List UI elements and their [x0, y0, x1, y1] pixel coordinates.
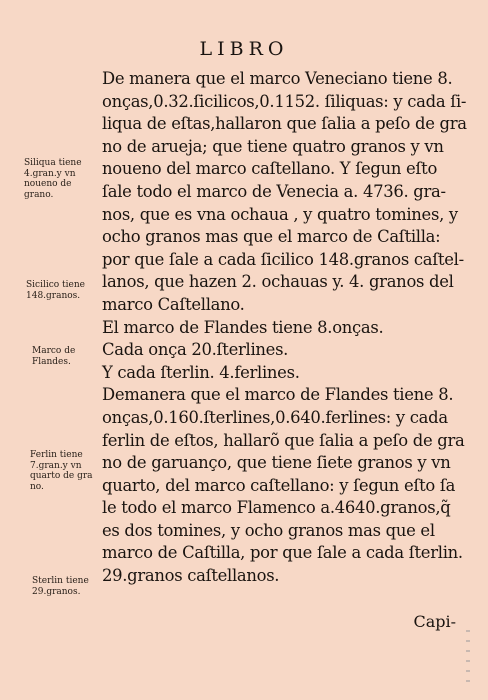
margin-note-ferlin: Ferlin tiene 7.gran.y vn quarto de gra no. [30, 450, 93, 492]
text-line: liqua de eſtas,hallaron que ſalia a peſo de gra [102, 114, 467, 134]
text-line: no de garuanço, que tiene ſiete granos y vn [102, 453, 451, 473]
text-line: onças,0.160.ſterlines,0.640.ferlines: y cada [102, 407, 448, 427]
margin-note-marco-flandes: Marco de Flandes. [32, 346, 76, 367]
text-line: ocho granos mas que el marco de Caſtilla: [102, 227, 441, 247]
catchword: Capi- [413, 612, 456, 631]
text-line: no de aruejа; que tiene quatro granos y vn [102, 136, 444, 156]
text-line: marco de Caſtilla, por que ſale a cada ſterlin. [102, 543, 463, 563]
margin-note-sicilico: Sicilico tiene 148.granos. [26, 280, 85, 301]
text-line: ferlin de eſtos, hallarõ que ſalia a peſo de gra [102, 430, 465, 450]
text-line: es dos tomines, y ocho granos mas que el [102, 520, 435, 540]
text-line: por que ſale a cada ſicilico 148.granos caſtel- [102, 249, 464, 269]
text-line: lanos, que hazen 2. ochauas y. 4. granos del [102, 272, 454, 292]
main-text [102, 68, 467, 588]
text-line: marco Caſtellano. [102, 294, 245, 314]
text-line: onças,0.32.ſicilicos,0.1152. ſiliquas: y cada ſi- [102, 91, 467, 111]
margin-note-siliqua: Siliqua tiene 4.gran.y vn noueno de grano. [24, 158, 82, 200]
text-line: noueno del marco caſtellano. Y ſegun eſto [102, 159, 438, 179]
margin-note-sterlin: Sterlin tiene 29.granos. [32, 576, 89, 597]
text-line: ſale todo el marco de Venecia a. 4736. gra- [102, 181, 446, 201]
running-header: LIBRO [199, 38, 289, 60]
text-line: quarto, del marco caſtellano: y ſegun eſto ſa [102, 475, 456, 495]
text-line: Y cada ſterlin. 4.ferlines. [102, 362, 300, 382]
text-line: nos, que es vna ochaua , y quatro tomines, y [102, 204, 458, 224]
text-line: Demanera que el marco de Flandes tiene 8. [102, 385, 454, 405]
text-line: Cada onça 20.ſterlines. [102, 340, 289, 360]
page-edge-mark [466, 630, 470, 690]
text-line: El marco de Flandes tiene 8.onças. [102, 317, 384, 337]
text-line: De manera que el marco Veneciano tiene 8. [102, 69, 453, 88]
text-line: le todo el marco Flamenco a.4640.granos,q̃ [102, 498, 451, 518]
text-line: 29.granos caſtellanos. [102, 566, 280, 586]
